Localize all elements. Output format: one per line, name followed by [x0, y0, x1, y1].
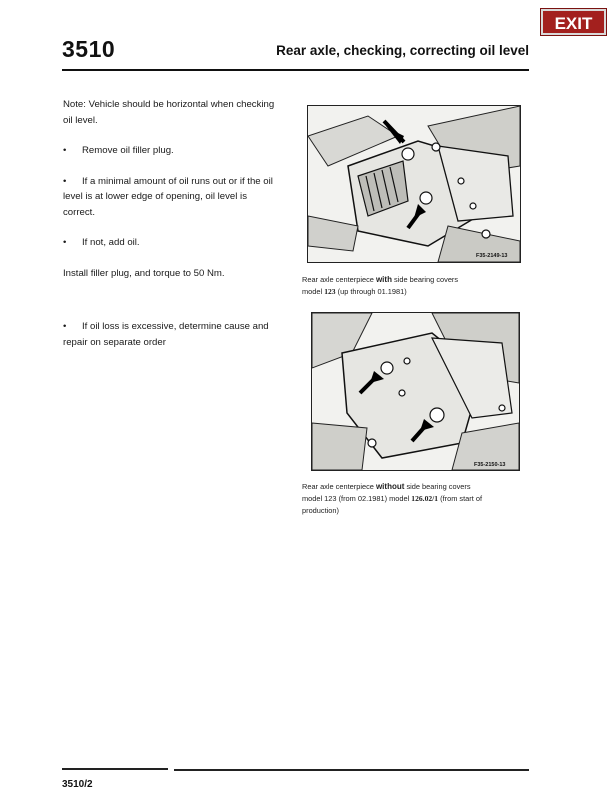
bullet-dot: •	[63, 175, 67, 187]
bullet-item	[63, 235, 281, 251]
figure-code-2: F35-2150-13	[474, 462, 506, 468]
bullet-text: If not, add oil.	[82, 237, 140, 248]
exit-button[interactable]: EXIT	[541, 9, 606, 35]
bullet-dot: •	[63, 145, 67, 156]
figure-caption-2	[302, 481, 517, 517]
caption-text: side bearing covers	[404, 482, 471, 491]
install-text: Install filler plug, and torque to 50 Nm.	[63, 267, 225, 279]
figure-code-1: F35-2149-13	[476, 253, 508, 259]
caption-text: production)	[302, 506, 339, 515]
bullet-item	[63, 174, 281, 221]
bullet-text: Remove oil filler plug.	[82, 145, 174, 156]
bullet-item	[63, 143, 281, 159]
page-title: Rear axle, checking, correcting oil level	[276, 43, 529, 58]
section-number: 3510	[62, 36, 116, 62]
instruction-text	[63, 97, 281, 350]
caption-text: Rear axle centerpiece	[302, 482, 376, 491]
note-text: Note: Vehicle should be horizontal when checking oil level.	[63, 99, 275, 126]
footer-divider-right	[174, 769, 529, 771]
bullet-text: If a minimal amount of oil runs out or if the oil level is at lower edge of opening, oil level is correct.	[63, 175, 273, 218]
caption-text: model	[302, 287, 325, 296]
caption-text: (from start of	[438, 494, 483, 503]
figure-caption-1	[302, 274, 512, 298]
figure-axle-with-covers	[307, 105, 521, 263]
footer-divider-left	[62, 768, 168, 770]
caption-model: 126.02/1	[411, 494, 439, 503]
caption-emphasis: with	[375, 275, 392, 284]
bullet-dot: •	[63, 237, 67, 248]
caption-model: 123	[324, 287, 336, 296]
caption-text: model 123 (from 02.1981) model	[302, 494, 412, 503]
axle-illustration-1	[308, 106, 520, 262]
page-number: 3510/2	[62, 779, 93, 790]
caption-text: Rear axle centerpiece	[302, 275, 376, 284]
bullet-item	[63, 319, 281, 350]
axle-illustration-2	[312, 313, 519, 470]
caption-text: side bearing covers	[391, 275, 459, 284]
bullet-dot: •	[63, 321, 67, 332]
figure-axle-without-covers	[311, 312, 520, 471]
header-divider	[62, 69, 529, 71]
bullet-text: If oil loss is excessive, determine cause and repair on separate order	[63, 321, 269, 348]
caption-emphasis: without	[375, 482, 405, 491]
caption-text: (up through 01.1981)	[335, 287, 407, 296]
